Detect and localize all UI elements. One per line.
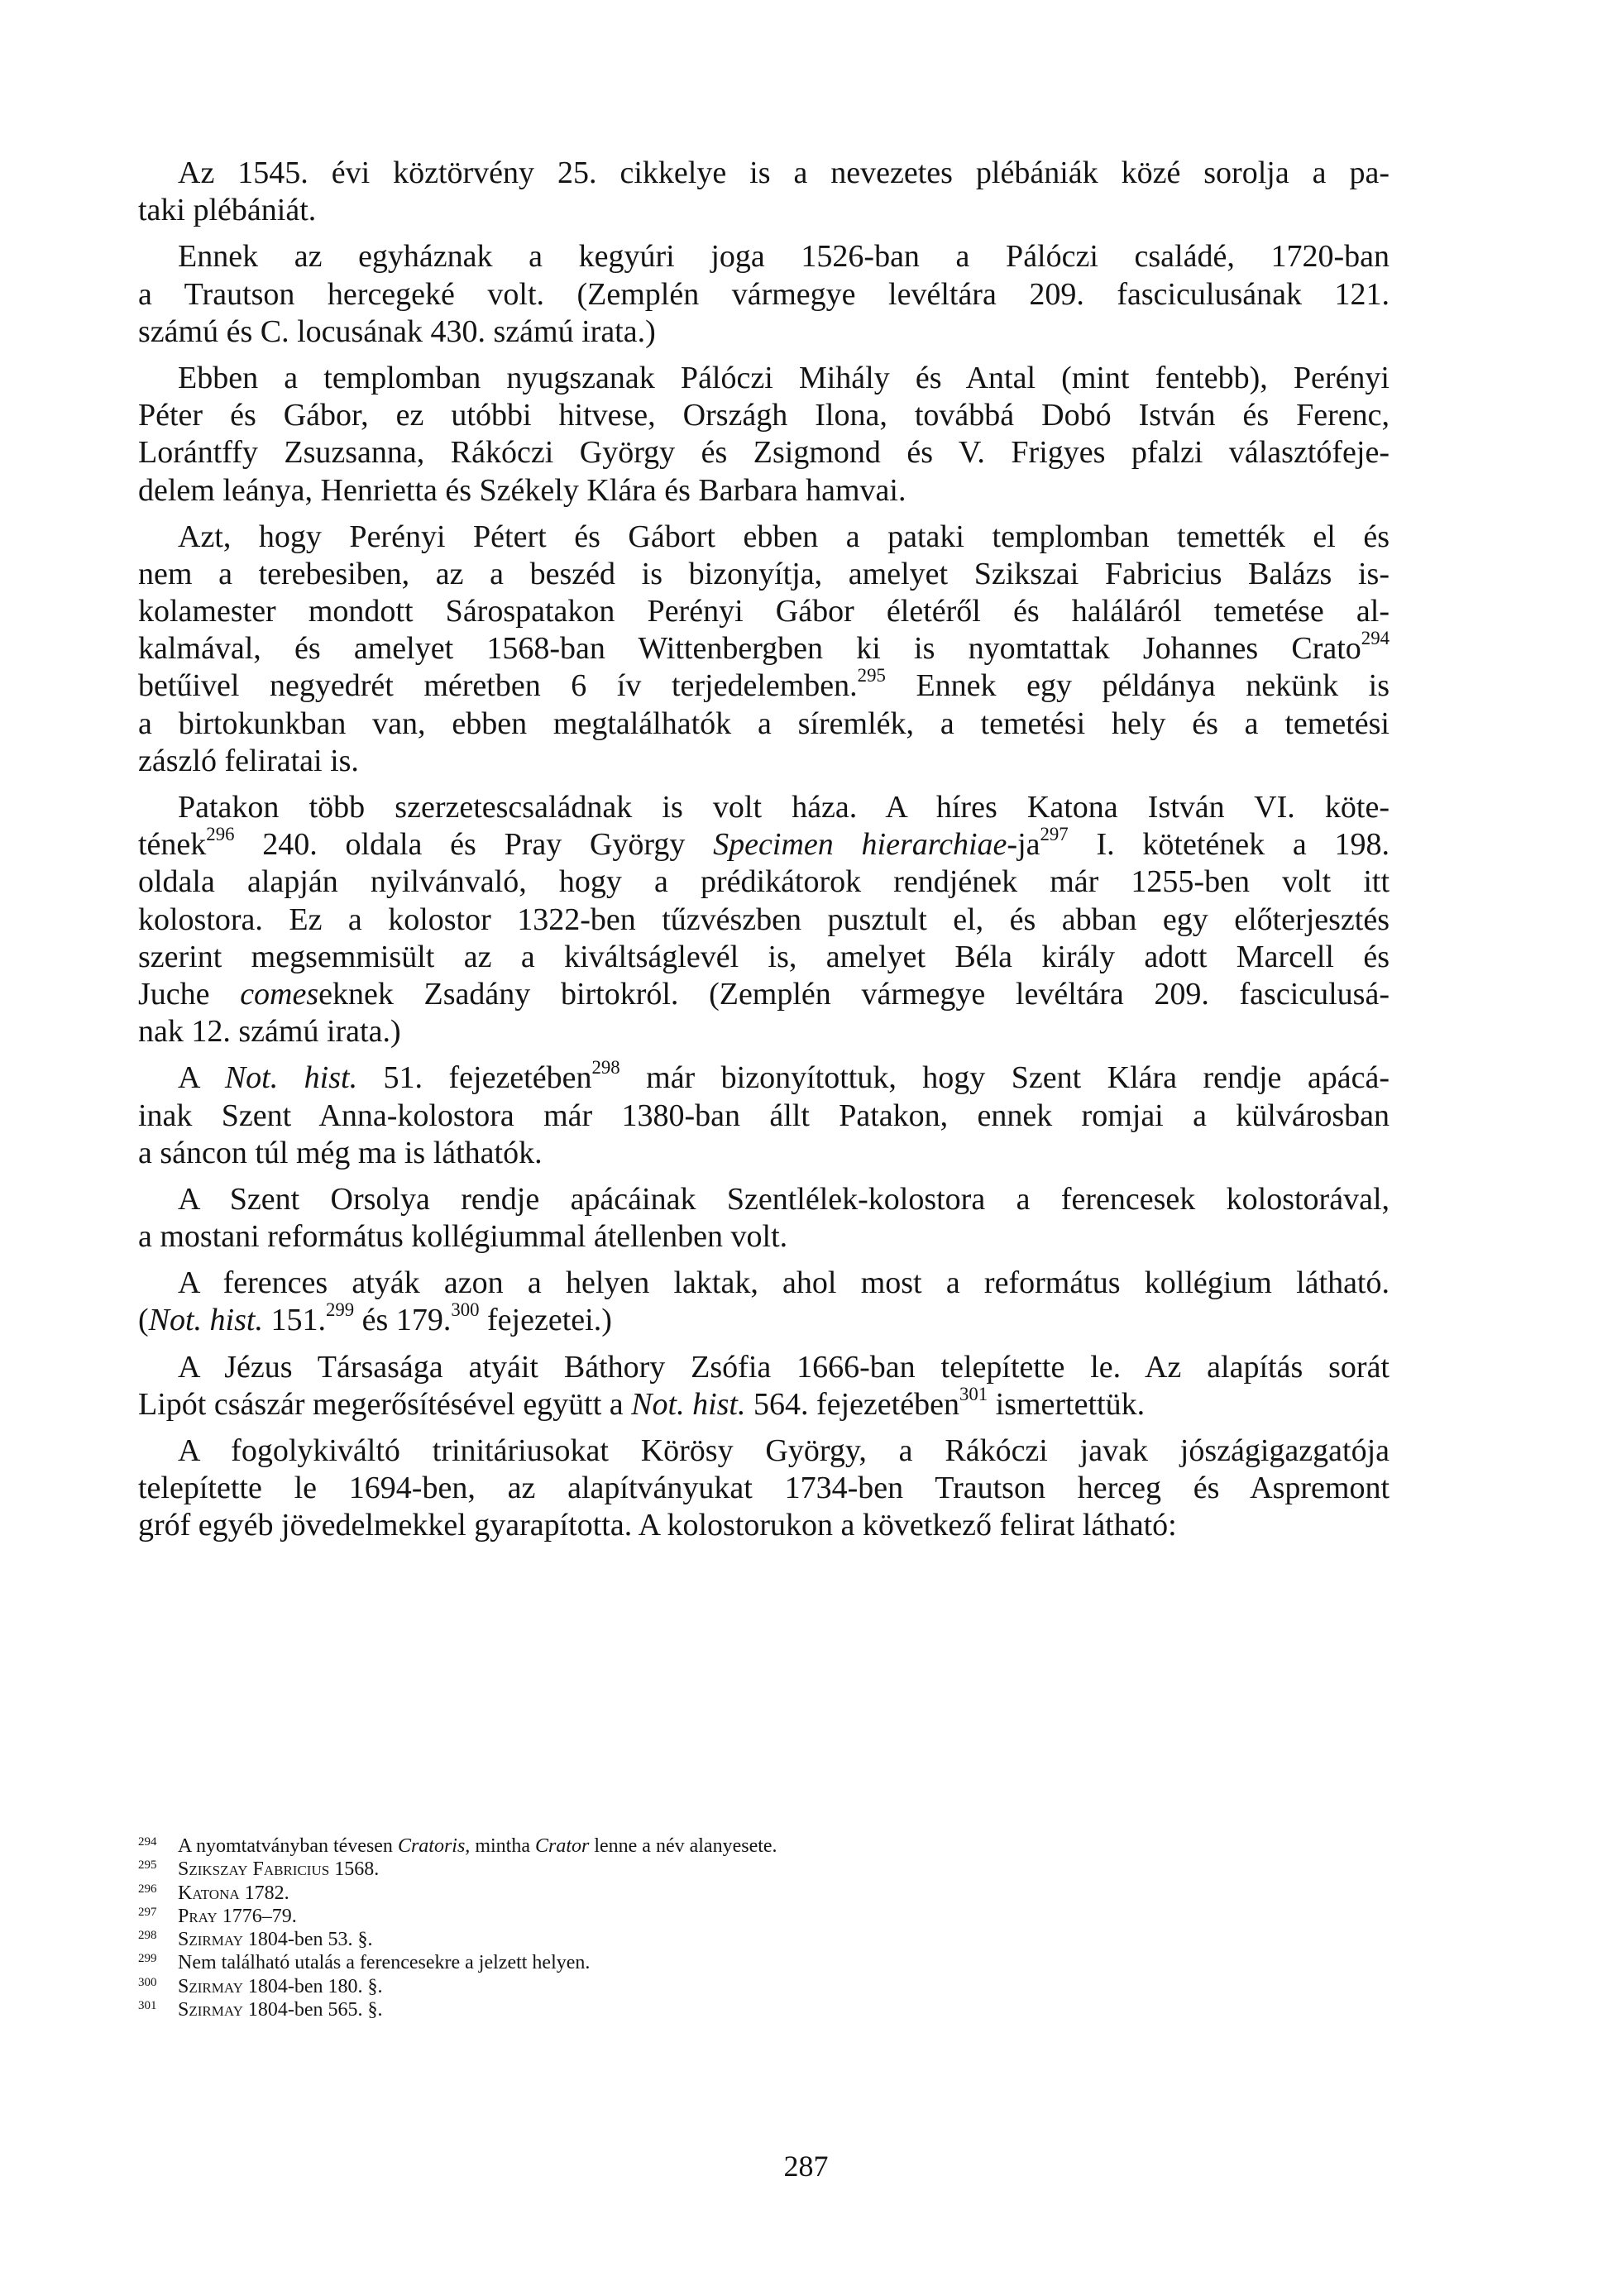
text-run: a Trautson hercegeké volt. (Zemplén vármegye levéltára 209. fasciculusának 121. (138, 276, 1390, 312)
paragraph (138, 360, 1390, 509)
author-name: Szirmay (178, 1929, 243, 1951)
text-run: szerint megsemmisült az a kiváltságlevél is, amelyet Béla király adott Marcell és (138, 939, 1390, 974)
footnote-number: 299 (138, 1952, 157, 1966)
text-run: nak 12. számú irata.) (138, 1014, 401, 1050)
text-line (138, 1383, 1390, 1423)
footnote-reference: 299 (325, 1299, 355, 1321)
text-run: ( (138, 1303, 149, 1338)
footnote-text (178, 1951, 590, 1974)
footnote-number: 297 (138, 1905, 157, 1919)
text-line (138, 360, 1390, 397)
text-run: zászló feliratai is. (138, 743, 359, 778)
text-line (138, 1349, 1390, 1386)
text-run: a birtokunkban van, ebben megtalálhatók a síremlék, a temetési hely és a temetési (138, 706, 1390, 741)
footnote (138, 1975, 1390, 1998)
footnote-text (178, 1882, 289, 1905)
paragraph (138, 1433, 1390, 1545)
text-run: 1568. (329, 1858, 380, 1881)
text-run: A Jézus Társasága atyáit Báthory Zsófia 1666-ban telepítette le. Az alapítás sorát (178, 1349, 1390, 1385)
text-run: I. kötetének a 198. (1068, 827, 1390, 863)
text-line (138, 1470, 1390, 1507)
italic-text: Not. hist. (224, 1060, 358, 1096)
text-line (138, 472, 1390, 509)
text-run: számú és C. locusának 430. számú irata.) (138, 313, 656, 349)
author-name: Katona (178, 1882, 240, 1904)
footnote-number: 298 (138, 1929, 157, 1943)
text-line (138, 519, 1390, 556)
page-number: 287 (783, 2150, 829, 2183)
text-run: 1804-ben 53. §. (242, 1929, 373, 1951)
text-line (138, 556, 1390, 593)
text-run: Nem található utalás a ferencesekre a jelzett helyen. (178, 1952, 591, 1974)
text-run: kolostora. Ez a kolostor 1322-ben tűzvészben pusztult el, és abban egy előterjesztés (138, 902, 1390, 937)
text-line (138, 939, 1390, 976)
text-line (138, 743, 1390, 780)
text-line (138, 976, 1390, 1013)
text-line (138, 902, 1390, 939)
text-run: 151. (262, 1303, 326, 1338)
footnote (138, 1928, 1390, 1951)
text-line (138, 1218, 1390, 1256)
text-line (138, 238, 1390, 275)
text-run: A Szent Orsolya rendje apácáinak Szentlélek-kolostora a ferencesek kolostorával, (178, 1181, 1390, 1217)
text-run: tének (138, 827, 207, 863)
text-run: A fogolykiváltó trinitáriusokat Körösy György, a Rákóczi javak jószágigazgatója (178, 1433, 1390, 1468)
text-run: taki plébániát. (138, 193, 317, 228)
paragraph (138, 519, 1390, 780)
text-run: Ebben a templomban nyugszanak Pálóczi Mihály és Antal (mint fentebb), Perényi (178, 360, 1390, 395)
text-run: betűivel negyedrét méretben 6 ív terjedelemben. (138, 668, 858, 704)
text-run: A (178, 1060, 225, 1096)
text-run: kalmával, és amelyet 1568-ban Wittenbergben ki is nyomtattak Johannes Crato (138, 631, 1361, 667)
footnote (138, 1882, 1390, 1905)
text-line (138, 276, 1390, 313)
text-run: a mostani református kollégiummal átellenben volt. (138, 1219, 788, 1255)
text-run: Lorántffy Zsuzsanna, Rákóczi György és Zsigmond és V. Frigyes pfalzi választófeje- (138, 435, 1390, 471)
text-run: lenne a név alanyesete. (589, 1835, 777, 1857)
text-line (138, 1433, 1390, 1470)
text-run: 240. oldala és Pray György (234, 827, 714, 863)
text-run: ismertettük. (988, 1386, 1146, 1422)
footnote (138, 1858, 1390, 1881)
text-line (138, 1507, 1390, 1544)
text-run: 564. fejezetében (745, 1386, 959, 1422)
footnote-reference: 295 (857, 665, 886, 686)
text-line (138, 434, 1390, 471)
text-line (138, 789, 1390, 826)
italic-text: comes (240, 976, 319, 1012)
text-line (138, 1299, 1390, 1339)
text-line (138, 1057, 1390, 1097)
text-run: inak Szent Anna-kolostora már 1380-ban állt Patakon, ennek romjai a külvárosban (138, 1098, 1390, 1133)
footnote-number: 301 (138, 1999, 157, 2013)
text-run: delem leánya, Henrietta és Székely Klára és Barbara hamvai. (138, 472, 906, 508)
text-line (138, 593, 1390, 630)
italic-text: Not. hist. (631, 1386, 746, 1422)
text-line (138, 863, 1390, 901)
text-run: már bizonyítottuk, hogy Szent Klára rendje apácá- (619, 1060, 1390, 1096)
text-run: telepítette le 1694-ben, az alapítványukat 1734-ben Trautson herceg és Aspremont (138, 1471, 1390, 1506)
text-run: és 179. (354, 1303, 452, 1338)
text-run: a sáncon túl még ma is láthatók. (138, 1135, 543, 1170)
footnote-text (178, 1975, 383, 1998)
paragraph (138, 1265, 1390, 1339)
main-text-column (138, 155, 1390, 1554)
text-run: Patakon több szerzetescsaládnak is volt háza. A híres Katona István VI. köte- (178, 790, 1390, 825)
text-run: A nyomtatványban tévesen (178, 1835, 398, 1857)
text-run: Ennek egy példánya nekünk is (885, 668, 1390, 704)
italic-text: Not. hist. (148, 1303, 263, 1338)
italic-text: Specimen hierarchiae (713, 827, 1007, 863)
footnotes-section (138, 1834, 1390, 2021)
text-line (138, 1098, 1390, 1135)
text-run: Az 1545. évi köztörvény 25. cikkelye is a nevezetes plébániák közé sorolja a pa- (178, 155, 1390, 190)
paragraph (138, 155, 1390, 229)
text-run: 51. fejezetében (357, 1060, 592, 1096)
footnote-text (178, 1905, 297, 1928)
footnote-reference: 297 (1040, 824, 1069, 845)
text-run: Lipót császár megerősítésével együtt a (138, 1386, 632, 1422)
paragraph (138, 1349, 1390, 1423)
italic-text: Cratoris, (397, 1835, 471, 1857)
text-line (138, 1013, 1390, 1050)
footnote-reference: 294 (1361, 628, 1390, 649)
text-run: A ferences atyák azon a helyen laktak, ahol most a református kollégium látható. (178, 1265, 1390, 1301)
footnote-number: 296 (138, 1882, 157, 1896)
paragraph (138, 789, 1390, 1050)
footnote-number: 300 (138, 1975, 157, 1989)
paragraph (138, 1057, 1390, 1172)
footnote-text (178, 1998, 383, 2021)
text-run: Azt, hogy Perényi Pétert és Gábort ebben a pataki templomban temették el és (178, 519, 1390, 554)
text-line (138, 1181, 1390, 1218)
text-run: gróf egyéb jövedelmekkel gyarapította. A kolostorukon a következő felirat látható: (138, 1508, 1177, 1543)
text-line (138, 1135, 1390, 1172)
italic-text: Crator (534, 1835, 590, 1857)
text-run: Péter és Gábor, ez utóbbi hitvese, Országh Ilona, továbbá Dobó István és Ferenc, (138, 398, 1390, 433)
footnote-text (178, 1928, 373, 1951)
text-line (138, 192, 1390, 229)
footnote (138, 1951, 1390, 1974)
text-run: kolamester mondott Sárospatakon Perényi Gábor életéről és haláláról temetése al- (138, 594, 1390, 629)
text-run: 1804-ben 565. §. (242, 1999, 383, 2021)
text-run: 1776–79. (217, 1905, 297, 1927)
text-run: -ja (1007, 827, 1040, 863)
text-run: mintha (470, 1835, 535, 1857)
text-run: 1782. (239, 1882, 289, 1904)
footnote-number: 294 (138, 1835, 157, 1849)
text-line (138, 667, 1390, 705)
author-name: Pray (178, 1905, 218, 1927)
footnote-text (178, 1834, 777, 1858)
text-line (138, 1265, 1390, 1302)
footnote-reference: 300 (451, 1299, 480, 1321)
author-name: Szirmay (178, 1975, 243, 1997)
text-run: fejezetei.) (479, 1303, 612, 1338)
paragraph (138, 1181, 1390, 1256)
footnote-reference: 296 (206, 824, 235, 845)
paragraph (138, 238, 1390, 351)
author-name: Szirmay (178, 1999, 243, 2021)
footnote-reference: 298 (591, 1057, 620, 1079)
footnote (138, 1834, 1390, 1858)
text-line (138, 313, 1390, 351)
text-run: Ennek az egyháznak a kegyúri joga 1526-ban a Pálóczi családé, 1720-ban (178, 239, 1390, 275)
text-line (138, 826, 1390, 863)
footnote (138, 1905, 1390, 1928)
text-line (138, 630, 1390, 667)
footnote-number: 295 (138, 1858, 157, 1873)
footnote-text (178, 1858, 379, 1881)
footnote-reference: 301 (959, 1383, 988, 1404)
text-run: 1804-ben 180. §. (242, 1975, 383, 1997)
text-run: eknek Zsadány birtokról. (Zemplén vármegye levéltára 209. fasciculusá- (318, 976, 1390, 1012)
text-line (138, 706, 1390, 743)
text-run: nem a terebesiben, az a beszéd is bizonyítja, amelyet Szikszai Fabricius Balázs is- (138, 556, 1390, 591)
text-line (138, 155, 1390, 192)
text-run: Juche (138, 976, 241, 1012)
author-name: Szikszay Fabricius (178, 1858, 330, 1881)
footnote (138, 1998, 1390, 2021)
text-run: oldala alapján nyilvánvaló, hogy a prédikátorok rendjének már 1255-ben volt itt (138, 864, 1390, 900)
text-line (138, 397, 1390, 434)
